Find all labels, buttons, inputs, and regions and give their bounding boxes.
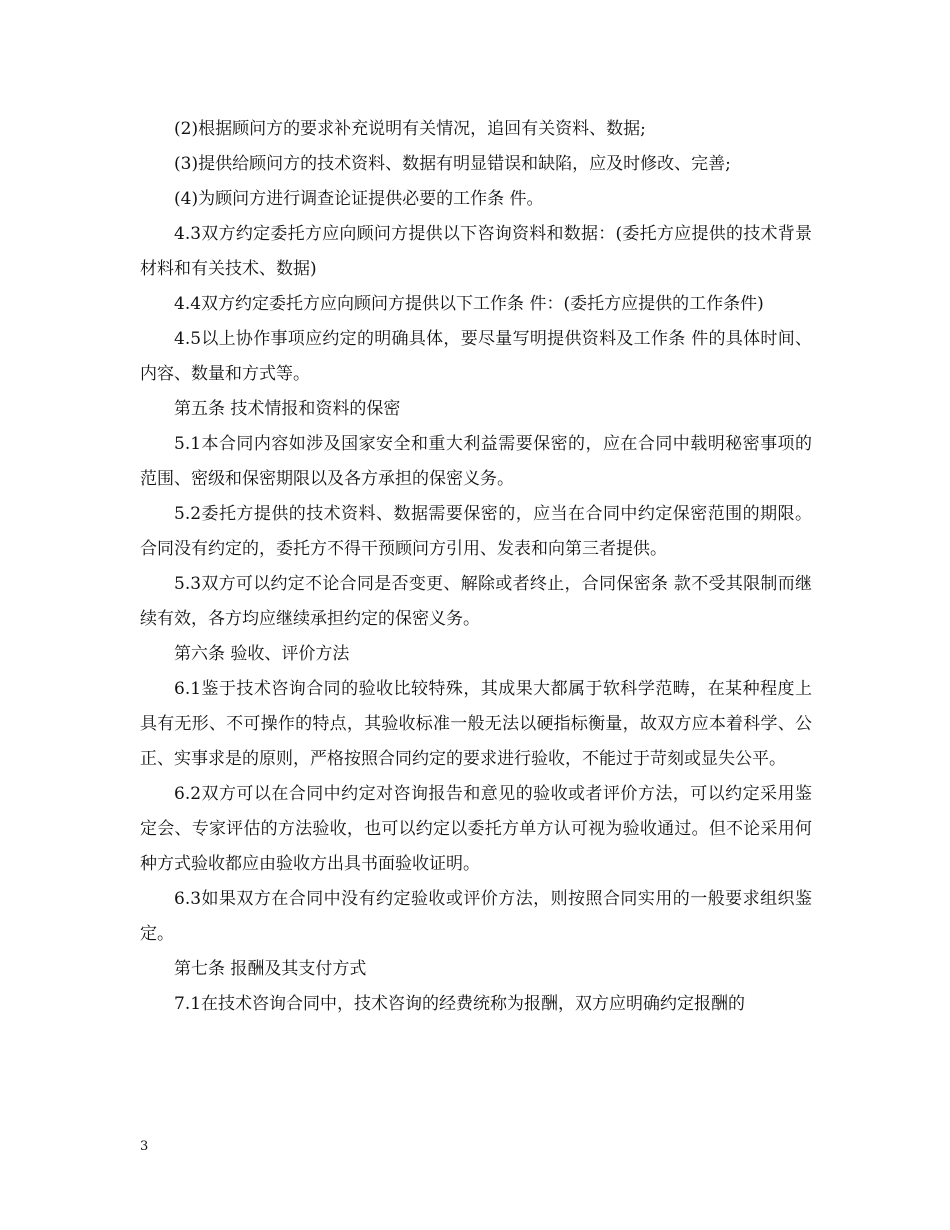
paragraph-clause-6-3: 6.3如果双方在合同中没有约定验收或评价方法，则按照合同实用的一般要求组织鉴定。 xyxy=(140,889,812,944)
section-heading-article-6: 第六条 验收、评价方法 xyxy=(174,644,350,664)
paragraph-clause-4-2-item-4: (4)为顾问方进行调查论证提供必要的工作条 件。 xyxy=(174,189,544,209)
paragraph-clause-5-3: 5.3双方可以约定不论合同是否变更、解除或者终止，合同保密条 款不受其限制而继续有效，各方均应继续承担约定的保密义务。 xyxy=(140,574,812,629)
document-body xyxy=(140,112,812,1022)
section-heading-article-5: 第五条 技术情报和资料的保密 xyxy=(174,399,401,419)
page-number: 3 xyxy=(140,1139,149,1154)
paragraph-clause-4-2-item-2: (2)根据顾问方的要求补充说明有关情况，追回有关资料、数据; xyxy=(174,119,646,139)
section-heading-article-7: 第七条 报酬及其支付方式 xyxy=(174,959,367,979)
paragraph-clause-4-4: 4.4双方约定委托方应向顾问方提供以下工作条 件：(委托方应提供的工作条件) xyxy=(174,294,764,314)
paragraph-clause-4-5: 4.5以上协作事项应约定的明确具体，要尽量写明提供资料及工作条 件的具体时间、内容、数量和方式等。 xyxy=(140,329,812,384)
paragraph-clause-6-1: 6.1鉴于技术咨询合同的验收比较特殊，其成果大都属于软科学范畴，在某种程度上具有无形、不可操作的特点，其验收标准一般无法以硬指标衡量，故双方应本着科学、公正、实事求是的原则，严格按照合同约定的要求进行验收，不能过于苛刻或显失公平。 xyxy=(140,679,812,769)
paragraph-clause-5-1: 5.1本合同内容如涉及国家安全和重大利益需要保密的，应在合同中载明秘密事项的范围、密级和保密期限以及各方承担的保密义务。 xyxy=(140,434,812,489)
paragraph-clause-5-2: 5.2委托方提供的技术资料、数据需要保密的，应当在合同中约定保密范围的期限。合同没有约定的，委托方不得干预顾问方引用、发表和向第三者提供。 xyxy=(140,504,812,559)
paragraph-clause-4-2-item-3: (3)提供给顾问方的技术资料、数据有明显错误和缺陷，应及时修改、完善; xyxy=(174,154,731,174)
paragraph-clause-4-3: 4.3双方约定委托方应向顾问方提供以下咨询资料和数据：(委托方应提供的技术背景材料和有关技术、数据) xyxy=(140,224,812,279)
paragraph-clause-7-1: 7.1在技术咨询合同中，技术咨询的经费统称为报酬，双方应明确约定报酬的 xyxy=(174,994,746,1014)
paragraph-clause-6-2: 6.2双方可以在合同中约定对咨询报告和意见的验收或者评价方法，可以约定采用鉴定会、专家评估的方法验收，也可以约定以委托方单方认可视为验收通过。但不论采用何种方式验收都应由验收方出具书面验收证明。 xyxy=(140,784,812,874)
